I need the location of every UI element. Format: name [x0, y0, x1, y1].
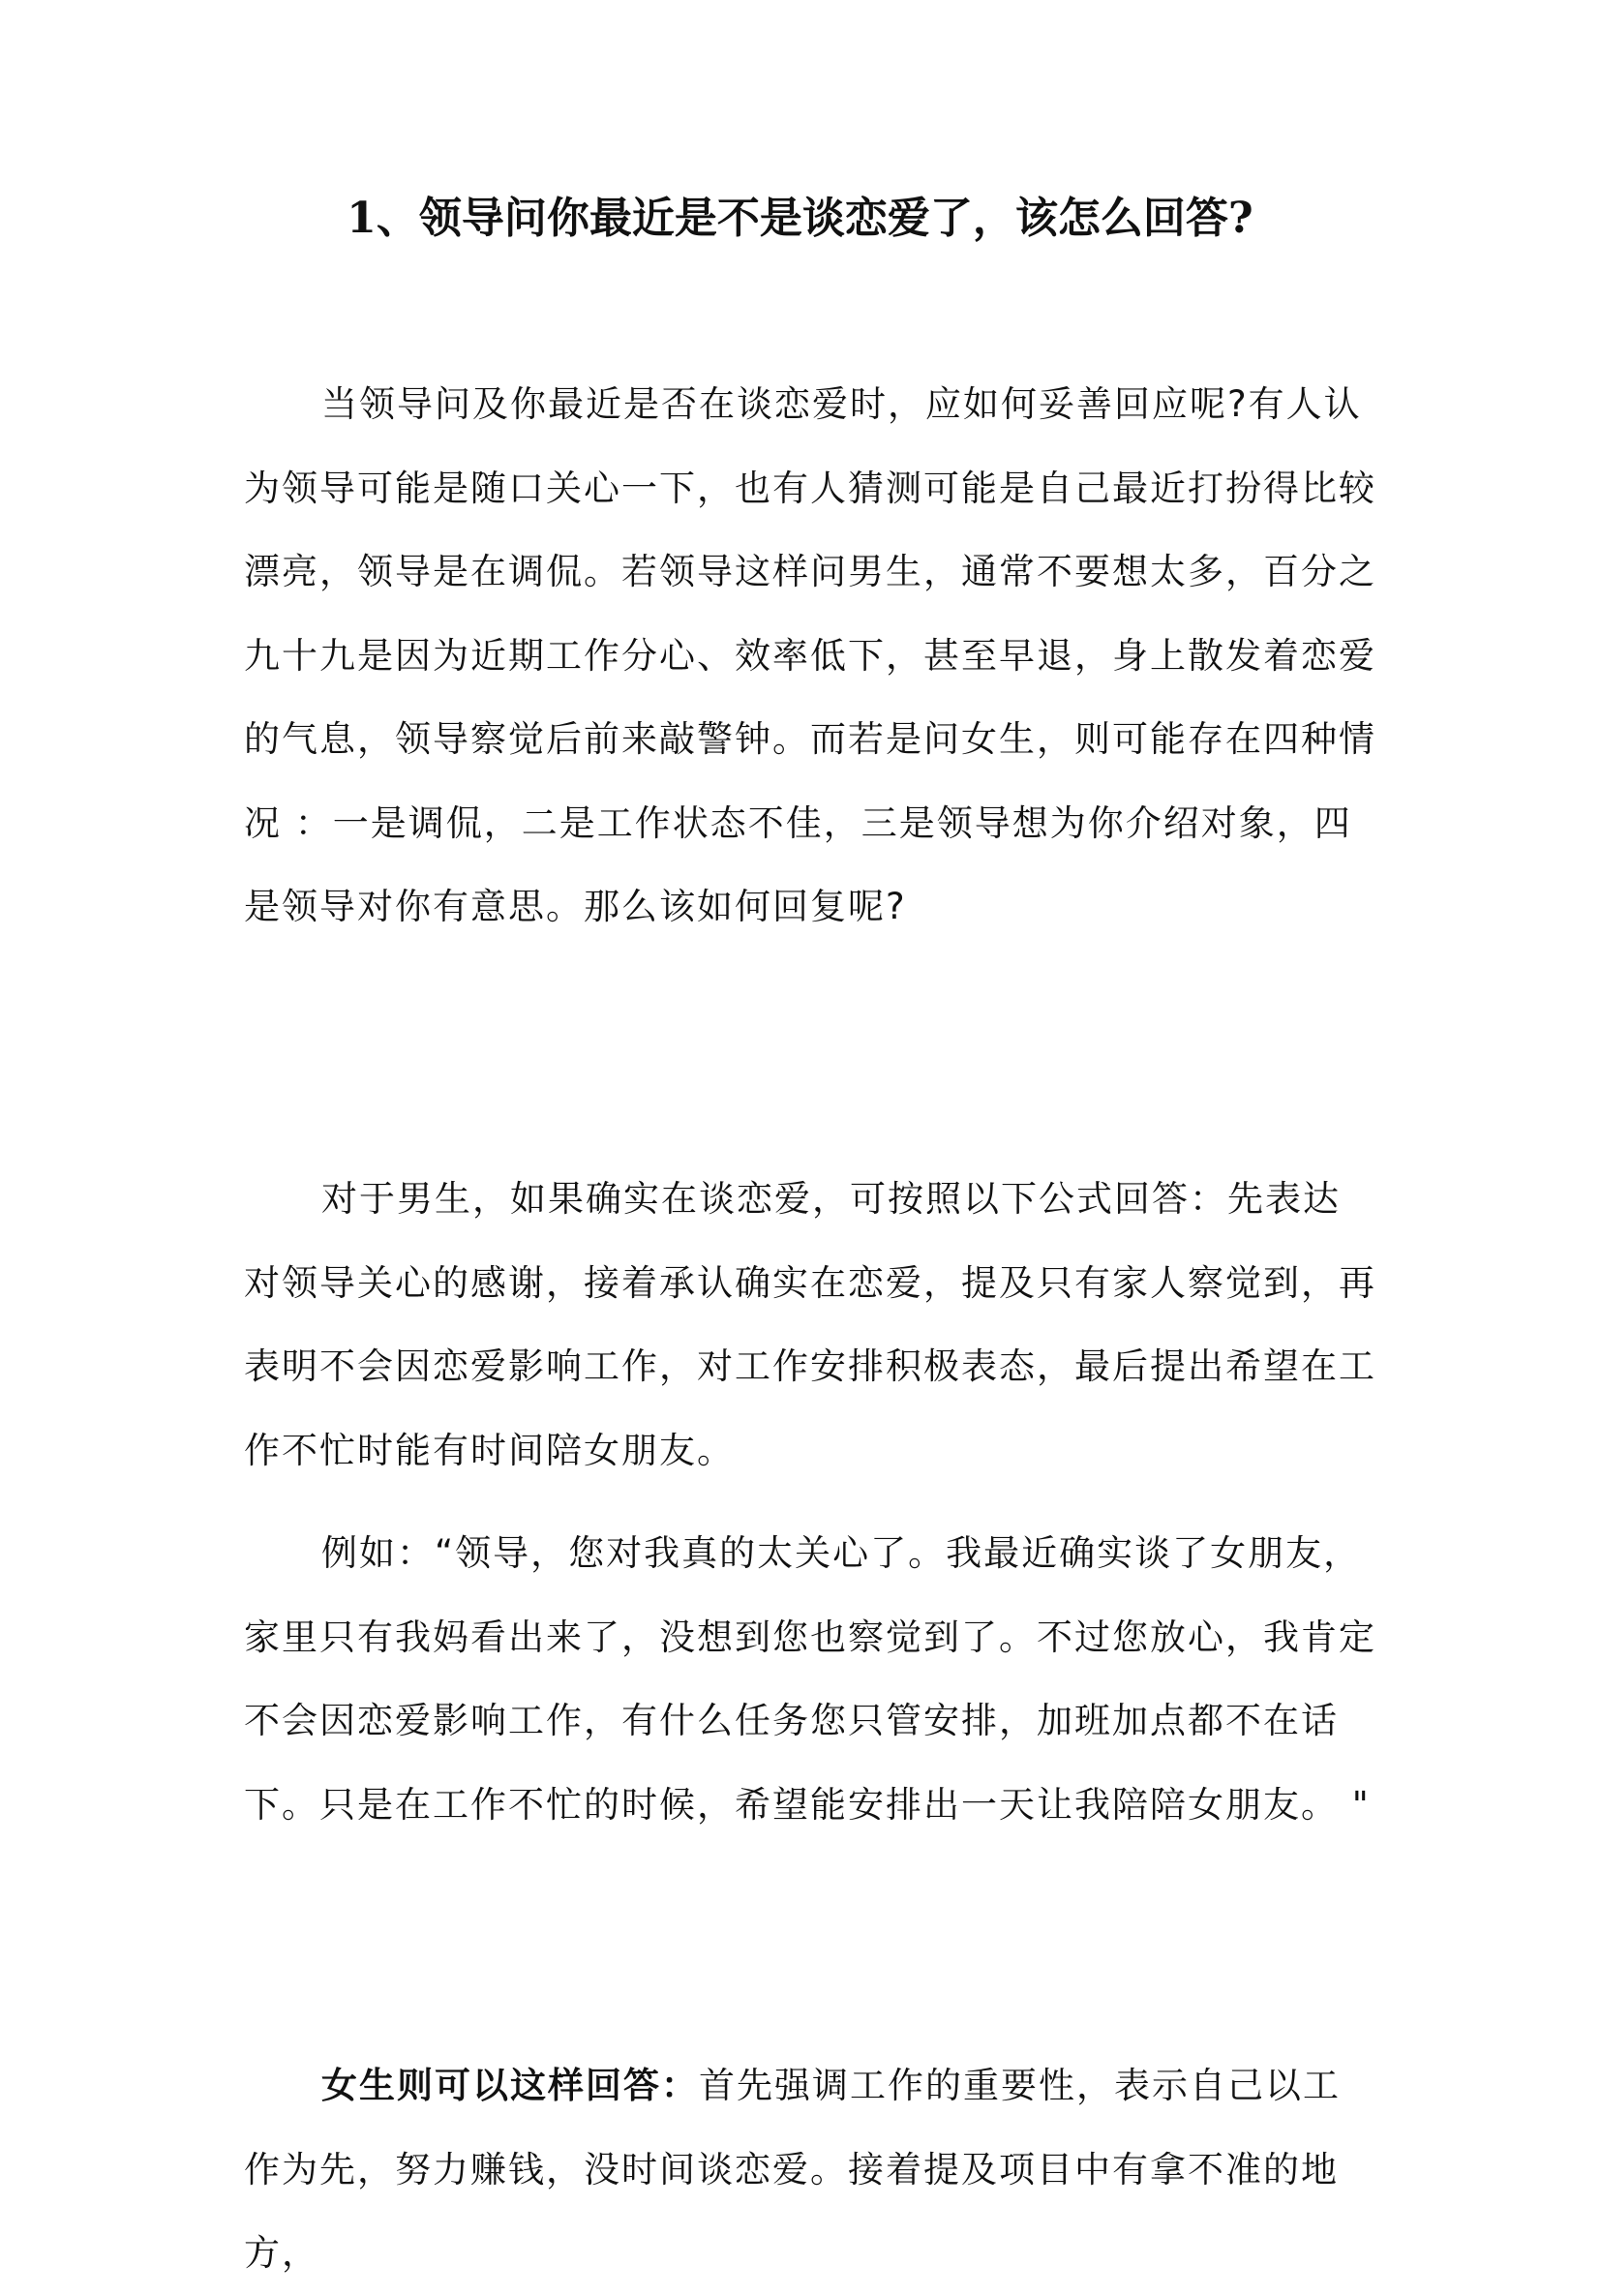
paragraph-intro	[244, 363, 1376, 950]
paragraph-male-formula	[244, 1158, 1376, 1493]
paragraph-female-answer	[244, 2044, 1376, 2296]
paragraph-female-answer-text: 首先强调工作的重要性，表示自己以工作为先，努力赚钱，没时间谈恋爱。接着提及项目中有拿不准的地方，	[244, 2065, 1341, 2274]
paragraph-male-formula-text: 对于男生，如果确实在谈恋爱，可按照以下公式回答：先表达对领导关心的感谢，接着承认确实在恋爱，提及只有家人察觉到，再表明不会因恋爱影响工作，对工作安排积极表态，最后提出希望在工作不忙时能有时间陪女朋友。	[244, 1178, 1376, 1471]
paragraph-example-text: 例如：“领导，您对我真的太关心了。我最近确实谈了女朋友，家里只有我妈看出来了，没想到您也察觉到了。不过您放心，我肯定不会因恋爱影响工作，有什么任务您只管安排，加班加点都不在话下。只是在工作不忙的时候，希望能安排出一天让我陪陪女朋友。 "	[244, 1532, 1376, 1826]
paragraph-example	[244, 1512, 1376, 1847]
paragraph-female-answer-lead: 女生则可以这样回答：	[321, 2065, 699, 2106]
document-title: 1、领导问你最近是不是谈恋爱了，该怎么回答?	[347, 194, 1253, 243]
paragraph-intro-text: 当领导问及你最近是否在谈恋爱时，应如何妥善回应呢?有人认为领导可能是随口关心一下，也有人猜测可能是自己最近打扮得比较漂亮，领导是在调侃。若领导这样问男生，通常不要想太多，百分之九十九是因为近期工作分心、效率低下，甚至早退，身上散发着恋爱的气息，领导察觉后前来敲警钟。而若是问女生，则可能存在四种情况 ：一是调侃，二是工作状态不佳，三是领导想为你介绍对象，四是领导对你有意思。那么该如何回复呢?	[244, 383, 1376, 927]
